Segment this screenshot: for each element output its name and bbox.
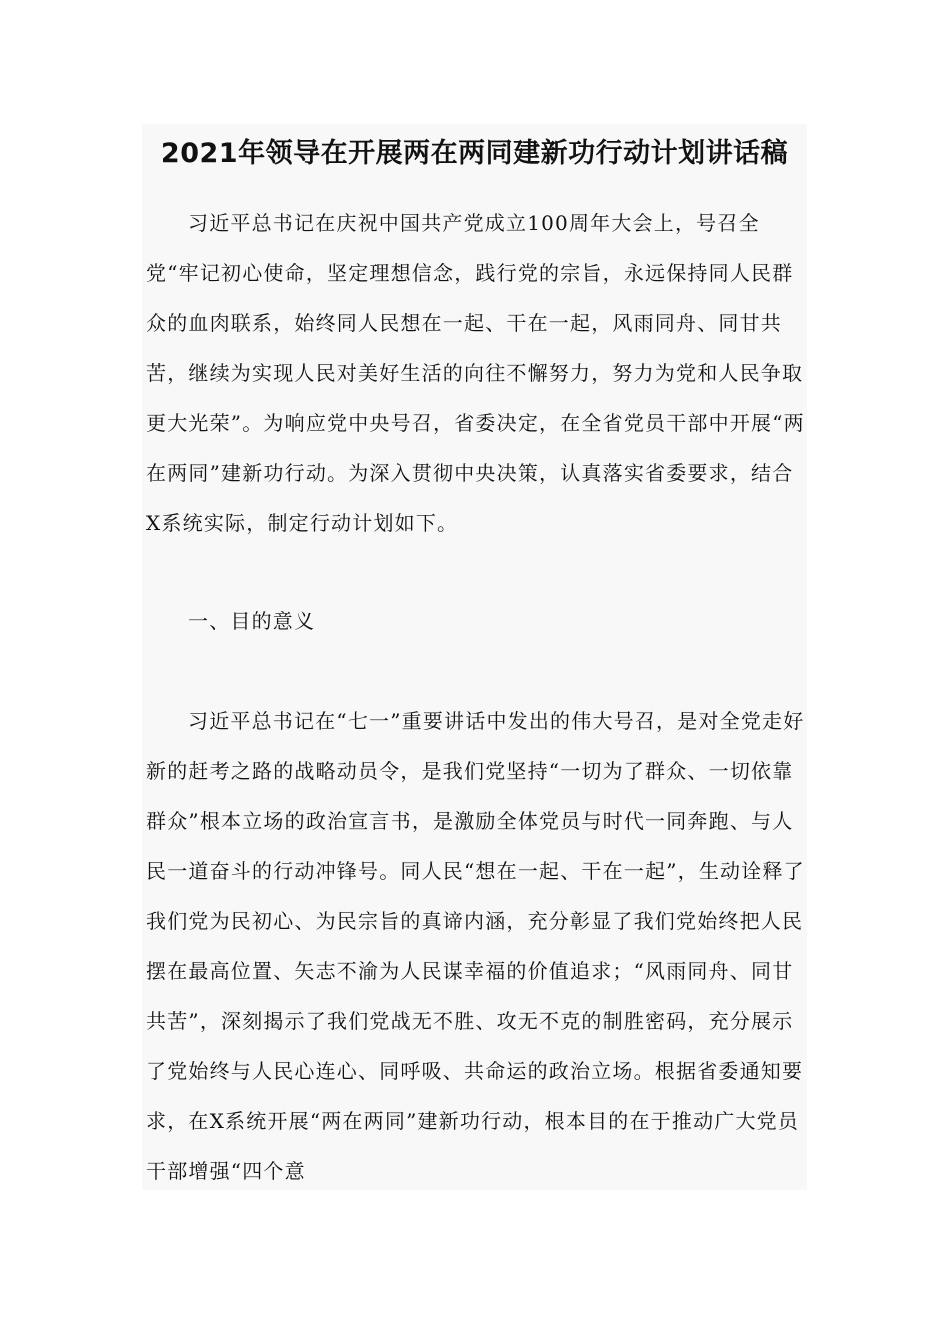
body-paragraph: 习近平总书记在“七一”重要讲话中发出的伟大号召，是对全党走好新的赶考之路的战略动员令，是我们党坚持“一切为了群众、一切依靠群众”根本立场的政治宣言书，是激励全体党员与时代一同奔跑、与人民一道奋斗的行动冲锋号。同人民“想在一起、干在一起”，生动诠释了我们党为民初心、为民宗旨的真谛内涵，充分彰显了我们党始终把人民摆在最高位置、矢志不渝为人民谋幸福的价值追求；“风雨同舟、同甘共苦”，深刻揭示了我们党战无不胜、攻无不克的制胜密码，充分展示了党始终与人民心连心、同呼吸、共命运的政治立场。根据省委通知要求，在X系统开展“两在两同”建新功行动，根本目的在于推动广大党员干部增强“四个意 — [146, 709, 805, 1183]
document-title: 2021年领导在开展两在两同建新功行动计划讲话稿 — [160, 138, 789, 169]
intro-paragraph: 习近平总书记在庆祝中国共产党成立100周年大会上，号召全党“牢记初心使命，坚定理想信念，践行党的宗旨，永远保持同人民群众的血肉联系，始终同人民想在一起、干在一起，风雨同舟、同甘共苦，继续为实现人民对美好生活的向往不懈努力，努力为党和人民争取更大光荣”。为响应党中央号召，省委决定，在全省党员干部中开展“两在两同”建新功行动。为深入贯彻中央决策，认真落实省委要求，结合X系统实际，制定行动计划如下。 — [146, 211, 805, 535]
section-heading: 一、目的意义 — [188, 609, 316, 633]
